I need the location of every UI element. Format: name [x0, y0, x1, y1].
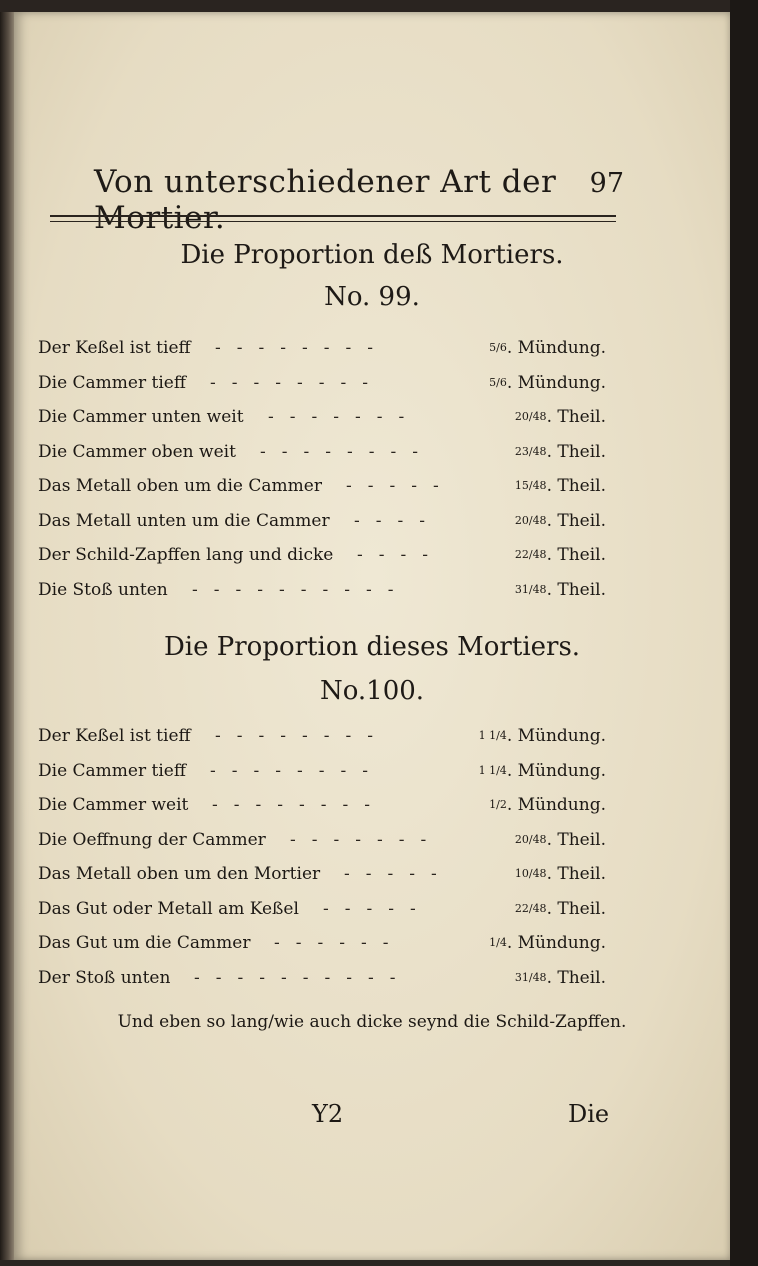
row-value [489, 795, 606, 815]
row-fraction: 31/48 [514, 970, 547, 984]
row-label: Der Keßel ist tieff [38, 338, 191, 358]
row-unit: . Mündung. [506, 372, 606, 393]
row-label: Das Metall unten um die Cammer [38, 510, 330, 531]
row-label: Die Cammer tieff [38, 760, 186, 781]
running-header [94, 164, 624, 236]
row-fraction: 23/48 [514, 444, 547, 458]
table-row [38, 793, 606, 819]
row-unit: . Theil. [546, 441, 606, 462]
leader-dots: ---- [357, 545, 444, 565]
row-fraction: 10/48 [514, 867, 547, 880]
row-unit: . Theil. [546, 510, 606, 531]
table-row [38, 440, 606, 466]
table-row [38, 405, 606, 431]
row-fraction: 5/6 [489, 341, 507, 354]
row-value [479, 726, 606, 746]
table-row [38, 759, 606, 785]
row-label: Das Metall oben um die Cammer [38, 476, 322, 496]
header-title: Von unterschiedener Art der Mortier. [94, 164, 557, 236]
closing-line: Und eben so lang/wie auch dicke seynd die Schild-Zapffen. [117, 1012, 627, 1032]
row-value [515, 968, 606, 988]
row-label: Die Cammer oben weit [38, 441, 236, 462]
table-row [38, 509, 606, 535]
row-label: Die Cammer weit [38, 795, 189, 815]
row-value [515, 511, 606, 531]
leader-dots: -------- [215, 338, 389, 358]
table-row [38, 828, 606, 854]
leader-dots: ------- [268, 407, 421, 427]
leader-dots: -------- [210, 372, 384, 393]
row-value [489, 373, 606, 393]
leader-dots: -------- [212, 795, 386, 815]
section1-number: No. 99. [324, 282, 420, 312]
table-row [38, 724, 606, 750]
row-value [515, 864, 606, 884]
table-row [38, 371, 606, 397]
row-unit: . Mündung. [506, 726, 606, 746]
signature-mark: Y2 [312, 1100, 344, 1128]
row-value [515, 545, 606, 565]
table-row [38, 862, 606, 888]
row-label: Die Cammer unten weit [38, 407, 244, 427]
row-value [515, 442, 606, 462]
row-fraction: 1/4 [489, 936, 507, 949]
table-row [38, 474, 606, 500]
leader-dots: ------ [274, 933, 405, 953]
row-fraction: 20/48 [514, 832, 547, 846]
row-value [515, 476, 606, 496]
table-row [38, 931, 606, 957]
leader-dots: -------- [260, 441, 434, 462]
row-fraction: 5/6 [489, 375, 507, 389]
row-label: Der Stoß unten [38, 967, 171, 988]
section2-number: No.100. [319, 676, 425, 706]
row-unit: . Mündung. [506, 933, 606, 953]
leader-dots: ----- [344, 864, 453, 884]
row-fraction: 1/2 [489, 798, 507, 811]
row-label: Die Cammer tieff [38, 372, 186, 393]
leader-dots: ------- [290, 829, 443, 850]
leader-dots: ---- [354, 510, 441, 531]
table-row [38, 966, 606, 992]
row-label: Das Gut oder Metall am Keßel [38, 898, 299, 919]
leader-dots: ---------- [192, 579, 410, 600]
section1-title: Die Proportion deß Mortiers. [180, 240, 564, 270]
row-value [479, 761, 606, 781]
row-value [515, 830, 606, 850]
row-label: Die Stoß unten [38, 579, 168, 600]
row-label: Die Oeffnung der Cammer [38, 829, 266, 850]
leader-dots: ----- [346, 476, 455, 496]
row-unit: . Theil. [546, 579, 606, 600]
row-fraction: 20/48 [514, 410, 547, 423]
table-row [38, 543, 606, 569]
row-label: Das Metall oben um den Mortier [38, 864, 321, 884]
row-fraction: 20/48 [514, 513, 547, 527]
row-fraction: 31/48 [514, 582, 547, 596]
table-row [38, 897, 606, 923]
catchword: Die [568, 1100, 610, 1128]
row-unit: . Theil. [546, 545, 606, 565]
row-fraction: 22/48 [514, 548, 547, 561]
row-unit: . Theil. [546, 407, 606, 427]
page-number: 97 [589, 168, 624, 199]
leader-dots: -------- [215, 726, 389, 746]
row-fraction: 15/48 [514, 479, 547, 492]
book-page [14, 12, 730, 1260]
row-label: Der Schild-Zapffen lang und dicke [38, 545, 334, 565]
leader-dots: -------- [210, 760, 384, 781]
row-fraction: 1 1/4 [478, 763, 507, 777]
table-row [38, 578, 606, 604]
row-unit: . Theil. [546, 864, 606, 884]
row-fraction: 1 1/4 [478, 729, 507, 742]
row-unit: . Mündung. [506, 338, 606, 358]
row-unit: . Theil. [546, 967, 606, 988]
leader-dots: ----- [323, 898, 432, 919]
row-unit: . Theil. [546, 829, 606, 850]
row-fraction: 22/48 [514, 901, 547, 915]
row-unit: . Theil. [546, 898, 606, 919]
book-edge [730, 0, 758, 1266]
row-unit: . Mündung. [506, 795, 606, 815]
row-unit: . Mündung. [506, 760, 606, 781]
row-label: Der Keßel ist tieff [38, 726, 191, 746]
table-row [38, 336, 606, 362]
leader-dots: ---------- [194, 967, 412, 988]
row-unit: . Theil. [546, 476, 606, 496]
section2-title: Die Proportion dieses Mortiers. [163, 632, 581, 662]
row-value [515, 407, 606, 427]
book-spine [0, 12, 14, 1260]
header-rule [50, 215, 616, 222]
row-value [515, 580, 606, 600]
row-value [489, 338, 606, 358]
row-value [515, 899, 606, 919]
row-value [489, 933, 606, 953]
row-label: Das Gut um die Cammer [38, 933, 251, 953]
